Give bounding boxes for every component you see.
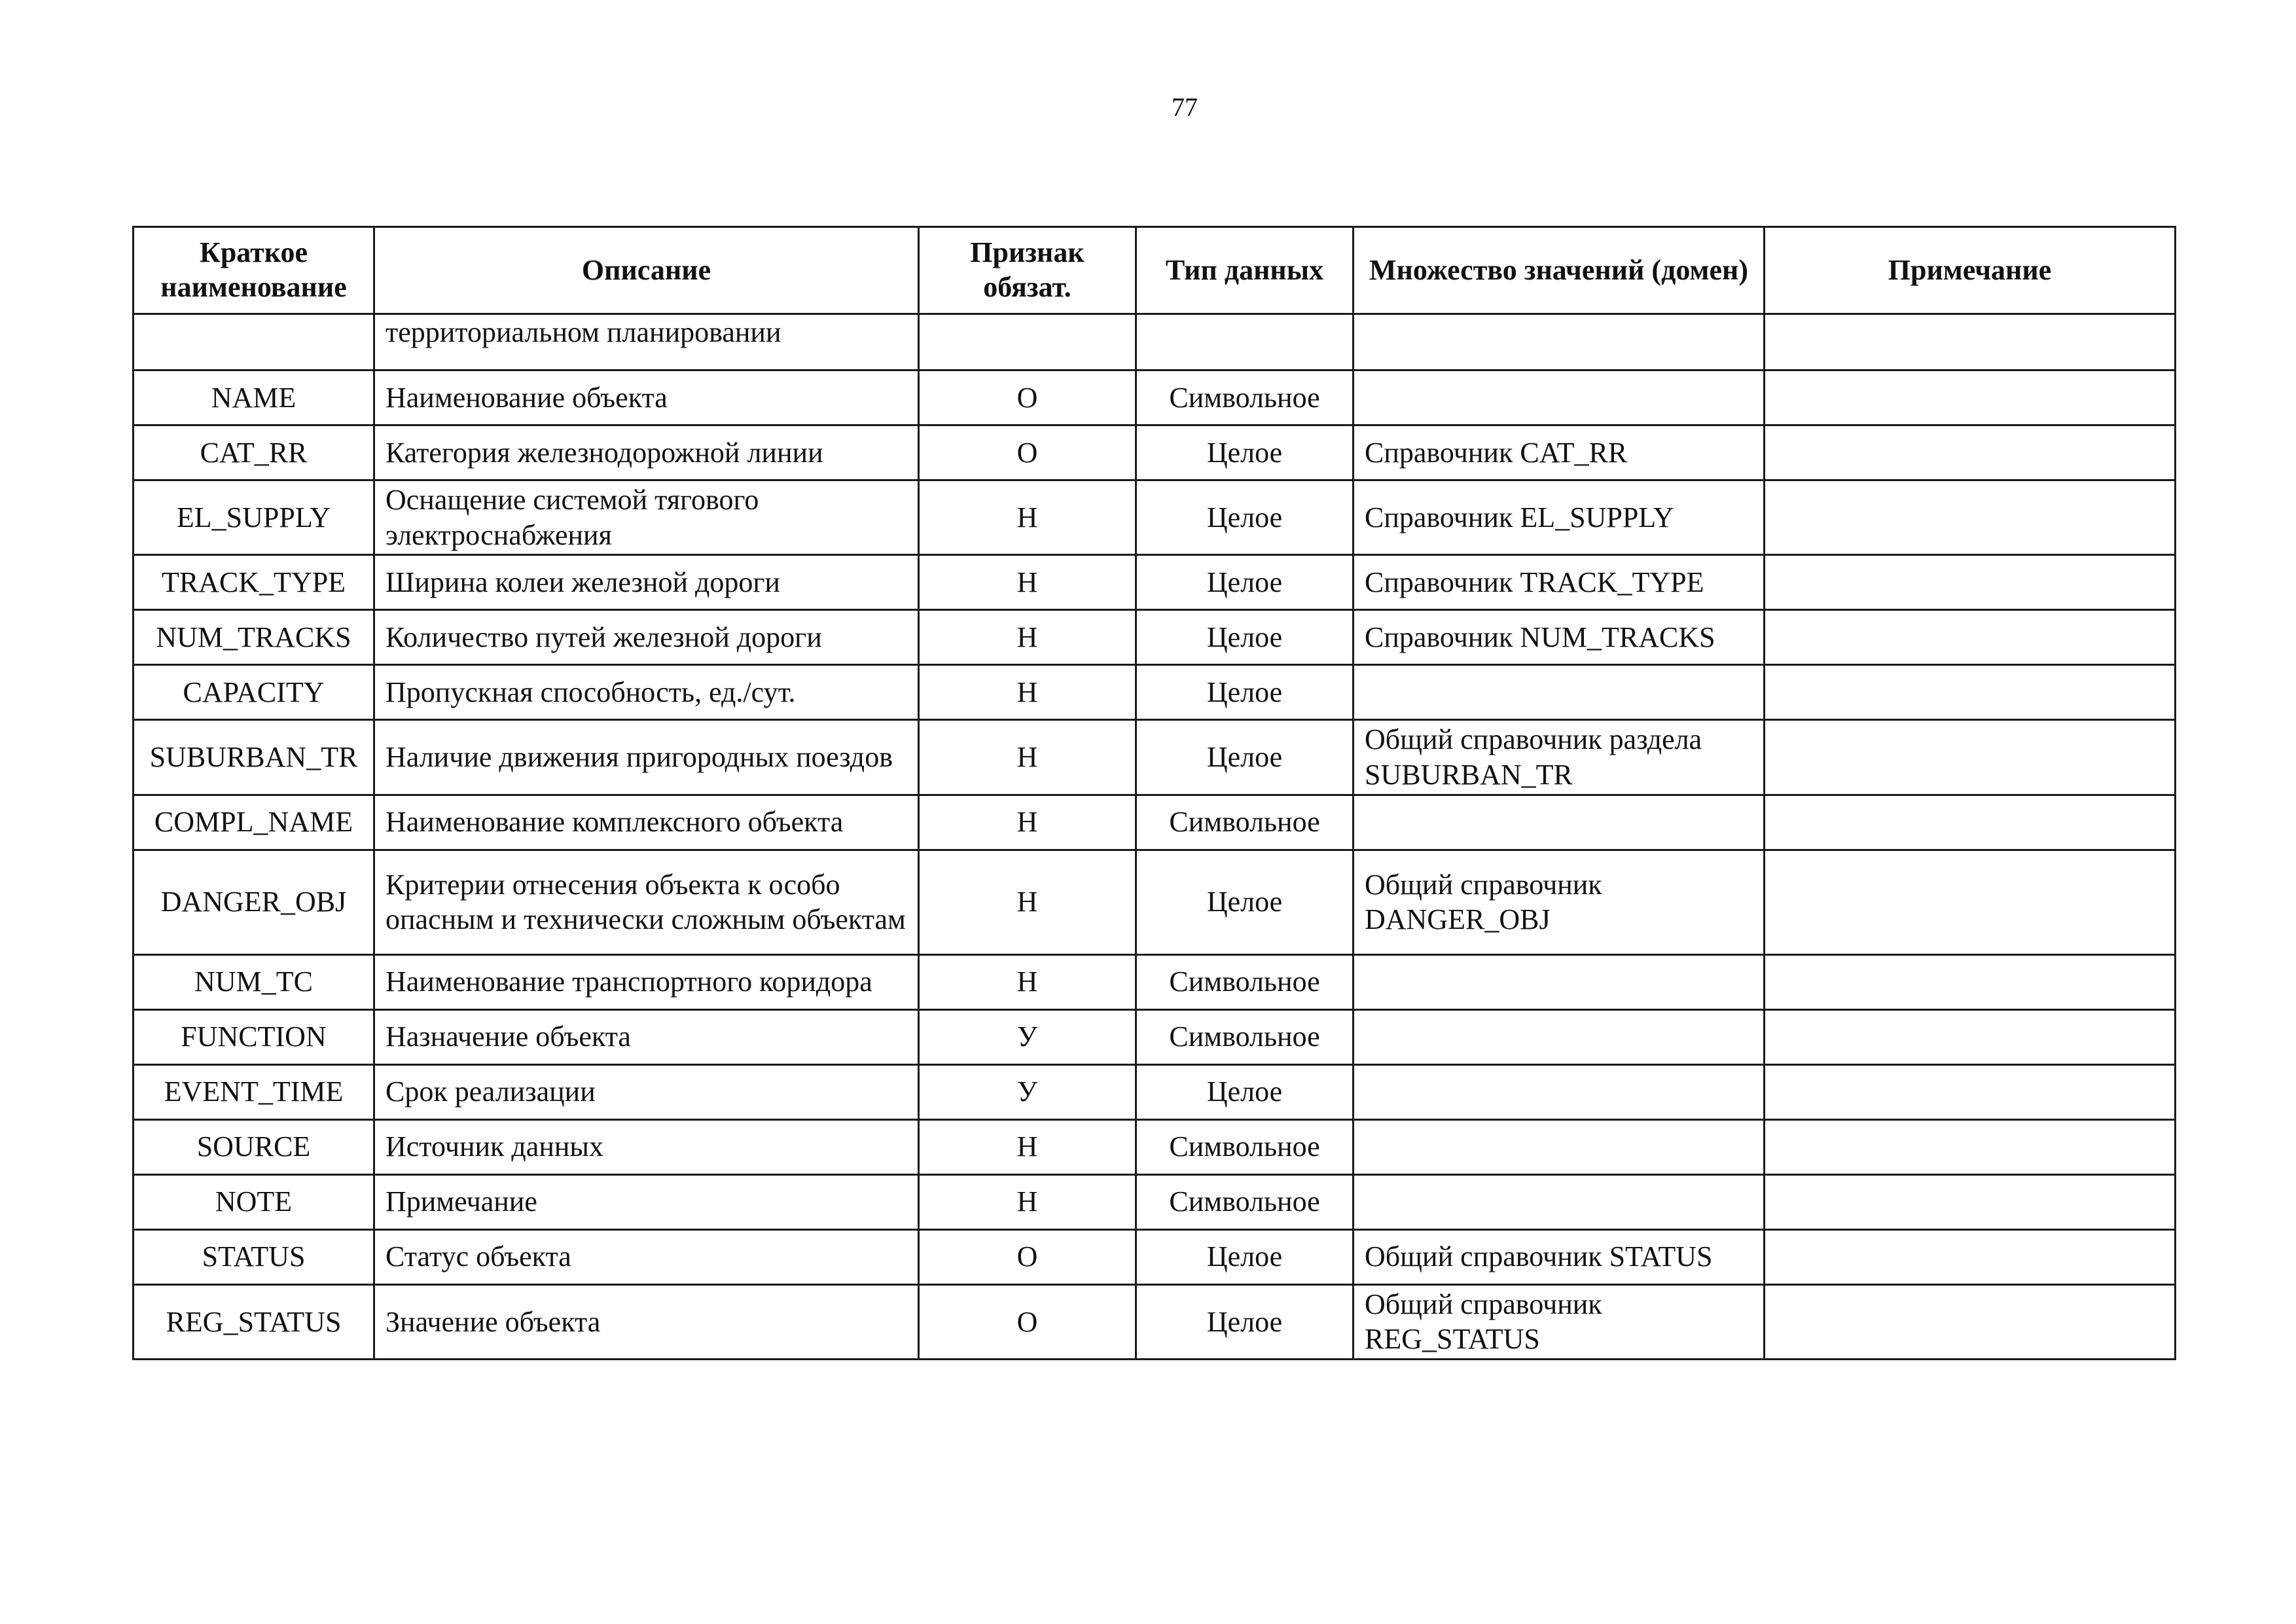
cell-description: Примечание — [374, 1174, 919, 1229]
cell-description: Назначение объекта — [374, 1009, 919, 1064]
cell-required: Н — [919, 555, 1136, 610]
cell-domain — [1354, 1119, 1765, 1174]
cell-note — [1765, 425, 2176, 480]
cell-data-type: Символьное — [1136, 1174, 1354, 1229]
cell-short-name: NUM_TRACKS — [134, 610, 374, 665]
table-row — [134, 370, 2176, 425]
cell-note — [1765, 795, 2176, 850]
cell-short-name: SOURCE — [134, 1119, 374, 1174]
table-row — [134, 720, 2176, 795]
cell-note — [1765, 1284, 2176, 1359]
cell-data-type: Символьное — [1136, 370, 1354, 425]
cell-domain: Общий справочник REG_STATUS — [1354, 1284, 1765, 1359]
cell-short-name: STATUS — [134, 1229, 374, 1284]
cell-required: Н — [919, 1119, 1136, 1174]
cell-domain — [1354, 954, 1765, 1009]
table-row — [134, 1174, 2176, 1229]
table-row — [134, 795, 2176, 850]
cell-short-name: EL_SUPPLY — [134, 480, 374, 555]
cell-required: Н — [919, 1174, 1136, 1229]
cell-domain: Общий справочник DANGER_OBJ — [1354, 850, 1765, 954]
cell-note — [1765, 370, 2176, 425]
cell-domain — [1354, 665, 1765, 720]
cell-required: О — [919, 425, 1136, 480]
cell-required: Н — [919, 850, 1136, 954]
cell-short-name: CAT_RR — [134, 425, 374, 480]
cell-note — [1765, 954, 2176, 1009]
header-note: Примечание — [1765, 227, 2176, 314]
cell-data-type: Целое — [1136, 555, 1354, 610]
cell-domain: Общий справочник STATUS — [1354, 1229, 1765, 1284]
cell-data-type — [1136, 314, 1354, 370]
cell-data-type: Целое — [1136, 1284, 1354, 1359]
cell-required: Н — [919, 610, 1136, 665]
cell-domain — [1354, 795, 1765, 850]
cell-domain — [1354, 1174, 1765, 1229]
cell-domain — [1354, 1009, 1765, 1064]
cell-short-name: TRACK_TYPE — [134, 555, 374, 610]
cell-short-name — [134, 314, 374, 370]
cell-required: Н — [919, 954, 1136, 1009]
cell-domain: Справочник CAT_RR — [1354, 425, 1765, 480]
cell-description: Оснащение системой тягового электроснабжения — [374, 480, 919, 555]
cell-note — [1765, 314, 2176, 370]
header-data-type: Тип данных — [1136, 227, 1354, 314]
table-row — [134, 954, 2176, 1009]
cell-description: Категория железнодорожной линии — [374, 425, 919, 480]
cell-note — [1765, 480, 2176, 555]
cell-short-name: NOTE — [134, 1174, 374, 1229]
cell-data-type: Целое — [1136, 720, 1354, 795]
table-row — [134, 425, 2176, 480]
header-description: Описание — [374, 227, 919, 314]
cell-required: У — [919, 1064, 1136, 1119]
cell-note — [1765, 555, 2176, 610]
cell-domain — [1354, 314, 1765, 370]
cell-description: территориальном планировании — [374, 314, 919, 370]
table-row — [134, 1119, 2176, 1174]
cell-required — [919, 314, 1136, 370]
cell-short-name: SUBURBAN_TR — [134, 720, 374, 795]
table-row — [134, 314, 2176, 370]
table-row — [134, 1229, 2176, 1284]
cell-short-name: FUNCTION — [134, 1009, 374, 1064]
cell-short-name: COMPL_NAME — [134, 795, 374, 850]
cell-short-name: DANGER_OBJ — [134, 850, 374, 954]
cell-short-name: EVENT_TIME — [134, 1064, 374, 1119]
cell-note — [1765, 665, 2176, 720]
cell-short-name: NUM_TC — [134, 954, 374, 1009]
table-row — [134, 665, 2176, 720]
table-row — [134, 610, 2176, 665]
cell-data-type: Целое — [1136, 425, 1354, 480]
table-row — [134, 555, 2176, 610]
table-row — [134, 1009, 2176, 1064]
cell-short-name: CAPACITY — [134, 665, 374, 720]
header-required: Признак обязат. — [919, 227, 1136, 314]
cell-data-type: Целое — [1136, 480, 1354, 555]
page-number: 77 — [1172, 92, 1198, 122]
cell-domain — [1354, 370, 1765, 425]
cell-data-type: Целое — [1136, 1229, 1354, 1284]
cell-short-name: NAME — [134, 370, 374, 425]
cell-note — [1765, 1229, 2176, 1284]
cell-description: Пропускная способность, ед./сут. — [374, 665, 919, 720]
cell-data-type: Целое — [1136, 850, 1354, 954]
cell-description: Критерии отнесения объекта к особо опасным и технически сложным объектам — [374, 850, 919, 954]
cell-note — [1765, 610, 2176, 665]
cell-description: Наименование транспортного коридора — [374, 954, 919, 1009]
cell-description: Значение объекта — [374, 1284, 919, 1359]
header-domain: Множество значений (домен) — [1354, 227, 1765, 314]
table-row — [134, 480, 2176, 555]
cell-description: Наличие движения пригородных поездов — [374, 720, 919, 795]
cell-data-type: Целое — [1136, 610, 1354, 665]
header-short-name: Краткое наименование — [134, 227, 374, 314]
cell-note — [1765, 1064, 2176, 1119]
table-row — [134, 850, 2176, 954]
cell-required: О — [919, 1284, 1136, 1359]
cell-data-type: Символьное — [1136, 954, 1354, 1009]
cell-description: Количество путей железной дороги — [374, 610, 919, 665]
cell-note — [1765, 1174, 2176, 1229]
cell-domain: Справочник NUM_TRACKS — [1354, 610, 1765, 665]
cell-description: Наименование комплексного объекта — [374, 795, 919, 850]
table-row — [134, 1284, 2176, 1359]
cell-required: О — [919, 1229, 1136, 1284]
cell-note — [1765, 1009, 2176, 1064]
cell-data-type: Символьное — [1136, 1009, 1354, 1064]
attribute-table — [132, 226, 2176, 1360]
cell-data-type: Символьное — [1136, 795, 1354, 850]
cell-domain: Справочник EL_SUPPLY — [1354, 480, 1765, 555]
cell-short-name: REG_STATUS — [134, 1284, 374, 1359]
cell-required: Н — [919, 720, 1136, 795]
cell-data-type: Целое — [1136, 1064, 1354, 1119]
cell-required: Н — [919, 665, 1136, 720]
cell-data-type: Целое — [1136, 665, 1354, 720]
cell-description: Срок реализации — [374, 1064, 919, 1119]
cell-required: У — [919, 1009, 1136, 1064]
table-header-row — [134, 227, 2176, 314]
cell-description: Статус объекта — [374, 1229, 919, 1284]
cell-required: О — [919, 370, 1136, 425]
cell-note — [1765, 1119, 2176, 1174]
cell-description: Ширина колеи железной дороги — [374, 555, 919, 610]
cell-domain: Общий справочник раздела SUBURBAN_TR — [1354, 720, 1765, 795]
cell-data-type: Символьное — [1136, 1119, 1354, 1174]
cell-note — [1765, 850, 2176, 954]
cell-required: Н — [919, 480, 1136, 555]
table-row — [134, 1064, 2176, 1119]
cell-required: Н — [919, 795, 1136, 850]
cell-domain — [1354, 1064, 1765, 1119]
cell-note — [1765, 720, 2176, 795]
cell-description: Источник данных — [374, 1119, 919, 1174]
cell-description: Наименование объекта — [374, 370, 919, 425]
cell-domain: Справочник TRACK_TYPE — [1354, 555, 1765, 610]
